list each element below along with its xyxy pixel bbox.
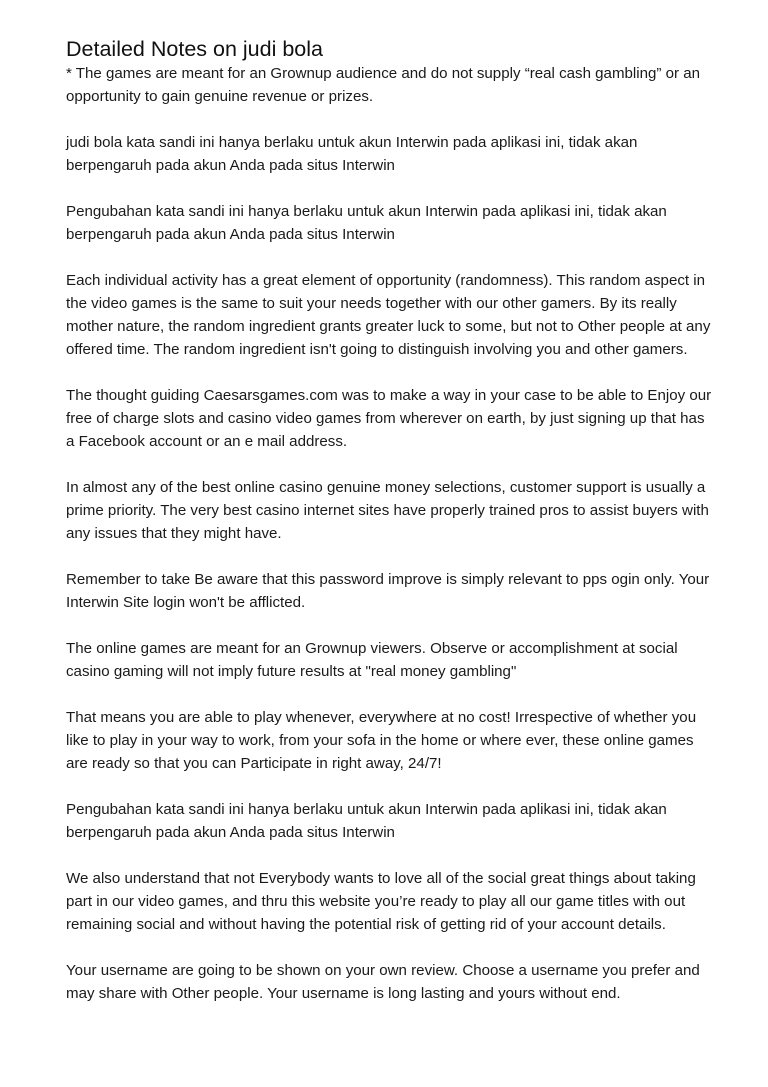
paragraph: Pengubahan kata sandi ini hanya berlaku untuk akun Interwin pada aplikasi ini, tidak akan berpengaruh pada akun Anda pada situs Interwin xyxy=(66,801,667,841)
paragraph: The thought guiding Caesarsgames.com was to make a way in your case to be able to Enjoy our free of charge slots and casino video games from wherever on earth, by just signing up that has a Facebook account or an e mail address. xyxy=(66,387,712,450)
paragraph: Remember to take Be aware that this password improve is simply relevant to pps ogin only. Your Interwin Site login won't be afflicted. xyxy=(66,571,710,611)
paragraph: Each individual activity has a great element of opportunity (randomness). This random aspect in the video games is the same to suit your needs together with our other gamers. By its really mother nature, the random ingredient grants greater luck to some, but not to Other people at any offered time. The random ingredient isn't going to distinguish involving you and other gamers. xyxy=(66,272,711,358)
paragraph: The online games are meant for an Grownup viewers. Observe or accomplishment at social casino gaming will not imply future results at "real money gambling" xyxy=(66,640,678,680)
paragraph: In almost any of the best online casino genuine money selections, customer support is usually a prime priority. The very best casino internet sites have properly trained pros to assist buyers with any issues that they might have. xyxy=(66,479,709,542)
document-page xyxy=(66,36,716,1028)
paragraph: We also understand that not Everybody wants to love all of the social great things about taking part in our video games, and thru this website you’re ready to play all our game titles with out remaining social and without having the potential risk of getting rid of your account details. xyxy=(66,870,696,933)
paragraph: * The games are meant for an Grownup audience and do not supply “real cash gambling” or an opportunity to gain genuine revenue or prizes. xyxy=(66,65,701,105)
page-title: Detailed Notes on judi bola xyxy=(66,37,323,61)
paragraph: Your username are going to be shown on your own review. Choose a username you prefer and may share with Other people. Your username is long lasting and yours without end. xyxy=(66,962,700,1002)
paragraph: Pengubahan kata sandi ini hanya berlaku untuk akun Interwin pada aplikasi ini, tidak akan berpengaruh pada akun Anda pada situs Interwin xyxy=(66,203,667,243)
paragraph: That means you are able to play whenever, everywhere at no cost! Irrespective of whether you like to play in your way to work, from your sofa in the home or where ever, these online games are ready so that you can Participate in right away, 24/7! xyxy=(66,709,697,772)
paragraph: judi bola kata sandi ini hanya berlaku untuk akun Interwin pada aplikasi ini, tidak akan berpengaruh pada akun Anda pada situs Interwin xyxy=(66,134,638,174)
